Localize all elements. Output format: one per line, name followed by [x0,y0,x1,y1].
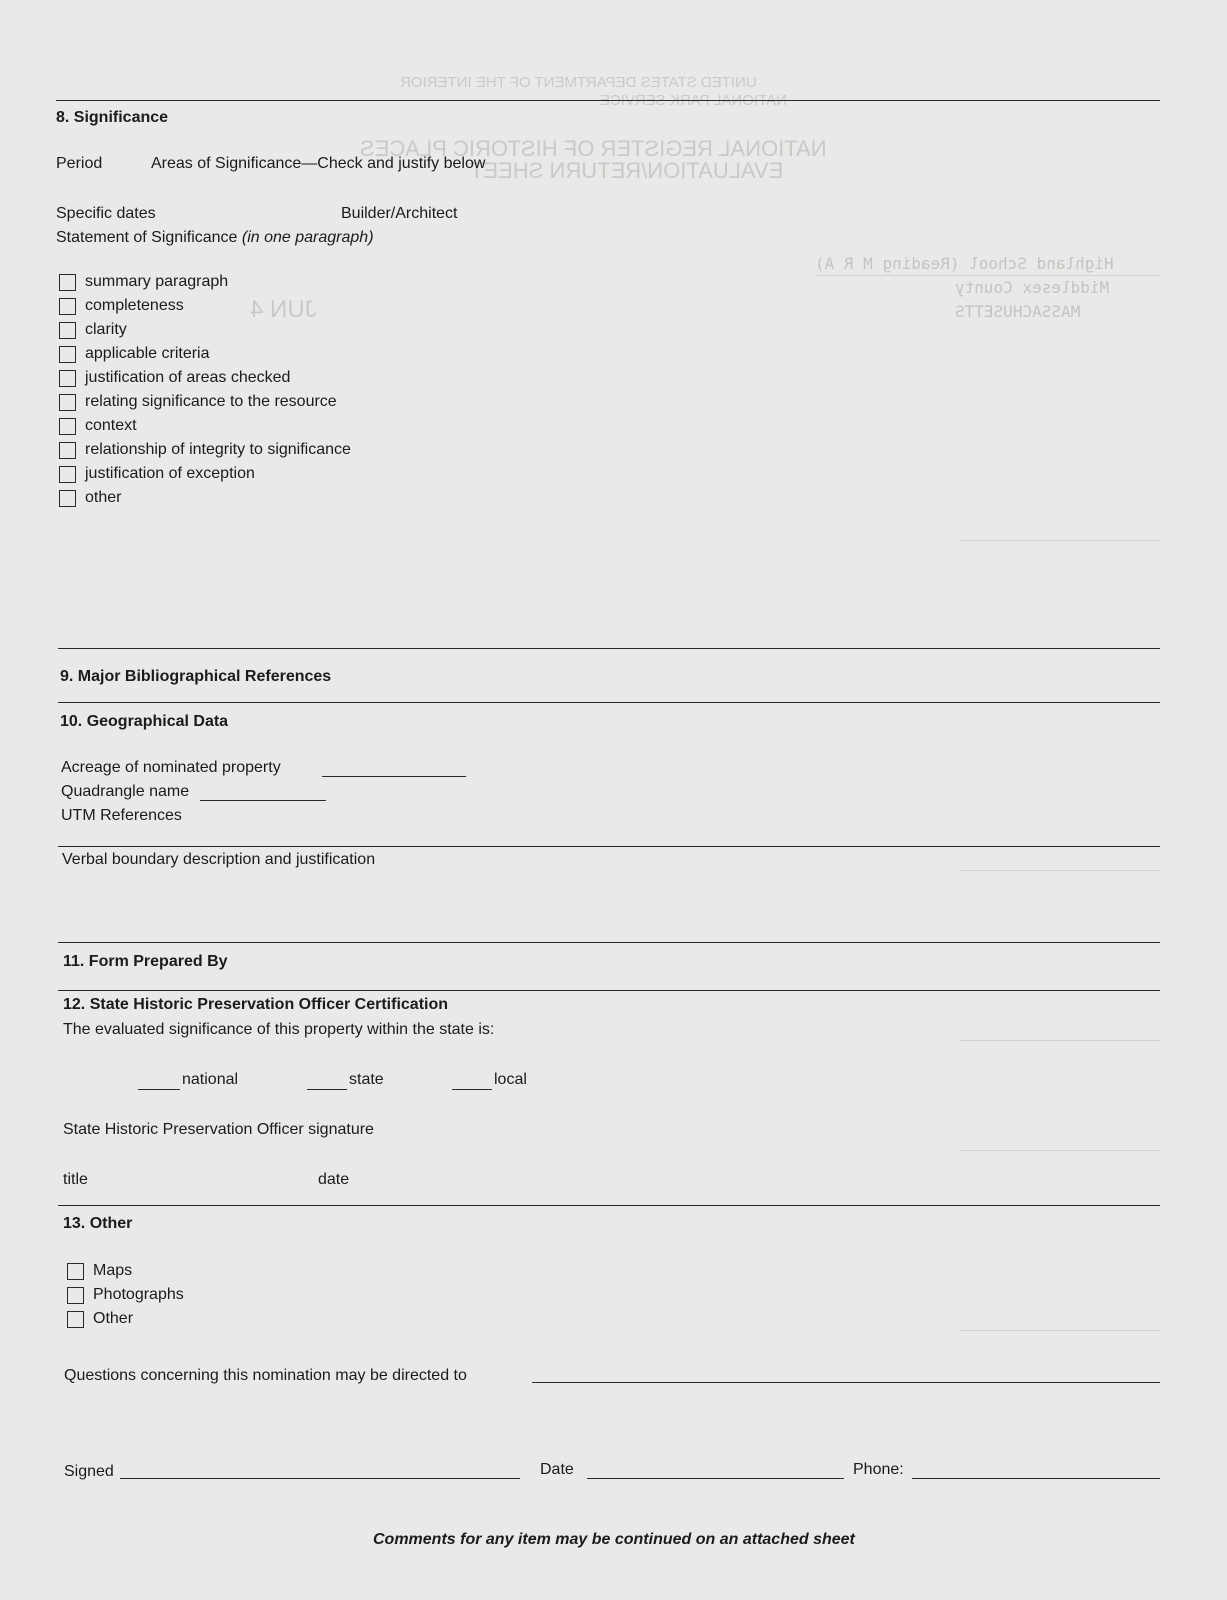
phone-blank[interactable] [912,1478,1160,1479]
questions-directed-to-blank[interactable] [532,1382,1160,1383]
bleed-line [960,540,1160,541]
quadrangle-name-blank[interactable] [200,800,326,801]
section-rule [58,1205,1160,1206]
other-attachment-checkbox[interactable] [67,1311,84,1328]
bleed-line [960,1040,1160,1041]
checklist-label: clarity [85,321,127,338]
bleed-line [960,1150,1160,1151]
checklist-label: relationship of integrity to significance [85,441,351,458]
state-label: state [349,1071,384,1088]
shpo-signature-label: State Historic Preservation Officer signature [63,1121,374,1138]
checklist-label: applicable criteria [85,345,210,362]
bleed-line [960,1330,1160,1331]
statement-note: (in one paragraph) [241,229,374,246]
bleed-header-2: NATIONAL PARK SERVICE [600,92,787,109]
quadrangle-name-label: Quadrangle name [61,783,190,800]
checklist-label: justification of exception [85,465,255,482]
checklist-label: justification of areas checked [85,369,291,386]
section-10-heading: 10. Geographical Data [60,713,229,730]
bleed-typed-3: MASSACHUSETTS [955,302,1081,321]
clarity-checkbox[interactable] [59,322,76,339]
utm-references-label: UTM References [61,807,182,824]
section-rule [56,100,1160,101]
completeness-checkbox[interactable] [59,298,76,315]
bleed-line [960,870,1160,871]
section-13-heading: 13. Other [63,1215,133,1232]
local-label: local [494,1071,527,1088]
local-blank[interactable] [452,1089,492,1090]
bleed-title-1: NATIONAL REGISTER OF HISTORIC PLACES [360,136,827,161]
date-label: date [318,1171,350,1188]
title-label: title [63,1171,88,1188]
integrity-checkbox[interactable] [59,442,76,459]
checklist-label: summary paragraph [85,273,229,290]
section-8-heading: 8. Significance [56,109,169,126]
footer-date-blank[interactable] [587,1478,844,1479]
other-checkbox[interactable] [59,490,76,507]
bleed-typed-1: Highland School (Reading M R A) [815,254,1114,273]
phone-label: Phone: [853,1461,904,1478]
acreage-blank[interactable] [322,776,466,777]
signed-label: Signed [64,1463,114,1480]
summary-paragraph-checkbox[interactable] [59,274,76,291]
bleed-title-2: EVALUATION/RETURN SHEET [470,158,784,183]
attachment-label: Maps [93,1262,133,1279]
section-rule [58,942,1160,943]
context-checkbox[interactable] [59,418,76,435]
maps-checkbox[interactable] [67,1263,84,1280]
photographs-checkbox[interactable] [67,1287,84,1304]
period-label: Period [56,155,103,172]
bleed-typed-2: Middlesex County [955,278,1110,297]
attachment-label: Photographs [93,1286,184,1303]
applicable-criteria-checkbox[interactable] [59,346,76,363]
attachment-label: Other [93,1310,134,1327]
checklist-label: relating significance to the resource [85,393,337,410]
section-rule [58,990,1160,991]
statement-of-significance-label: Statement of Significance (in one paragraph) [56,229,374,246]
evaluated-significance-label: The evaluated significance of this property within the state is: [63,1021,495,1038]
footer-date-label: Date [540,1461,574,1478]
acreage-label: Acreage of nominated property [61,759,281,776]
justification-of-areas-checkbox[interactable] [59,370,76,387]
section-9-heading: 9. Major Bibliographical References [60,668,332,685]
questions-label: Questions concerning this nomination may be directed to [64,1367,467,1384]
verbal-boundary-label: Verbal boundary description and justification [62,851,376,868]
checklist-label: context [85,417,137,434]
justification-of-exception-checkbox[interactable] [59,466,76,483]
specific-dates-label: Specific dates [56,205,156,222]
section-rule [58,702,1160,703]
national-label: national [182,1071,239,1088]
signed-blank[interactable] [120,1478,520,1479]
national-blank[interactable] [138,1089,180,1090]
section-rule [58,846,1160,847]
section-rule [58,648,1160,649]
relating-significance-checkbox[interactable] [59,394,76,411]
section-11-heading: 11. Form Prepared By [63,953,228,970]
areas-of-significance-label: Areas of Significance—Check and justify below [151,155,486,172]
checklist-label: completeness [85,297,184,314]
section-12-heading: 12. State Historic Preservation Officer Certification [63,996,449,1013]
checklist-label: other [85,489,122,506]
builder-architect-label: Builder/Architect [341,205,458,222]
state-blank[interactable] [307,1089,347,1090]
bleed-line [815,275,1160,276]
bleed-stamp: JUN 4 [250,296,317,323]
continuation-note: Comments for any item may be continued on an attached sheet [373,1531,855,1548]
bleed-header-1: UNITED STATES DEPARTMENT OF THE INTERIOR [400,74,757,91]
